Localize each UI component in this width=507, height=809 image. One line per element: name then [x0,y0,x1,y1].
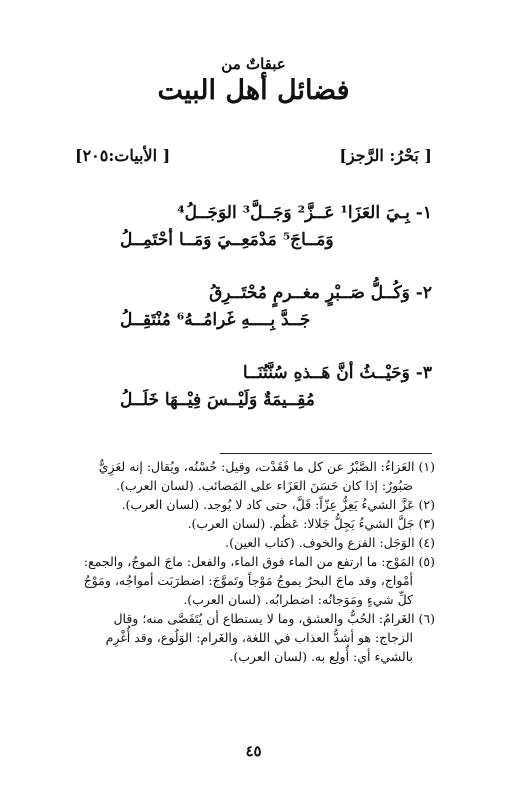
footnote-continuation: صَبُورٌ: إذا كان حَسَنَ العَزَاء على المَصائب. (لسان العرب). [116,478,413,493]
verse-first-hemistich: ٢- وَكُــلُّ صَــبْرٍ مغــرمٍ مُحْتَــرِقُ [209,283,432,303]
footnote [72,533,435,552]
footnote-continuation: بالشيء أي: أُولِع به. (لسان العرب). [229,649,413,664]
footnote-continuation: أمْواج، وقد ماجَ البحرُ يموجُ مَوْجاً وتَموَّجَ: اضطرَبَت أمواجُه، ومَوْجُ [83,573,413,588]
footnote-text: (٥) المَوْج: ما ارتفع من الماء فوق الماء، والفعل: ماجَ الموجُ، والجمع: [83,554,435,569]
footnote-separator [220,453,432,454]
footnotes [72,457,435,666]
page-header-ornament [0,55,507,125]
verse [120,193,432,273]
poem-verse-count: [ الأبيات:٢٠٥] [75,146,171,165]
footnote-text: (٢) عَزَّ الشيءُ يَعِزُّ عِزّاً: قَلَّ، حتى كاد لا يُوجد. (لسان العرب). [121,497,435,512]
poem-meta [75,146,432,172]
header-line-1: عبقاتٌ من [221,55,286,73]
footnote [72,457,435,495]
footnote-continuation: الزجاج: هو أشدُّ العذاب في اللغة، والغَرام: الوَلُوع، وقد أُغْرِم [105,630,413,645]
footnote-continuation: كلِّ شيءٍ ومَوَجانُه: اضطرابُه. (لسان العرب). [183,592,413,607]
poem-verses [120,193,432,433]
poem-meter: [ بَحْرُ: الرَّجز] [339,146,432,165]
footnote-text: (٣) جَلَّ الشيءُ يَجِلُّ جَلالا: عَظُم. (لسان العرب). [187,516,435,531]
footnote [72,495,435,514]
footnote-text: (١) العَزاءُ: الصَّبْرُ عن كل ما فَقَدْت، وقيل: حُسْنُه، ويُقال: إنه لعَزِيٌّ [98,459,435,474]
verse-first-hemistich: ١- بِـيَ العَزَا¹ عَــزَّ² وَجَــلَّ³ الوَجَــلُ⁴ [177,203,432,223]
verse-second-hemistich: وَمَــاجَ⁵ مَدْمَعِــيَ وَمَــا أحْتَمِــلُ [120,230,334,250]
verse-first-hemistich: ٣- وَحَيْــثُ أنَّ هَــذهِ سُنَّتُنَــا [242,363,432,383]
page-number: ٤٥ [245,742,262,760]
verse-second-hemistich: جَــدَّ بِــــهِ غَرامُــهُ⁶ مُنْتَقِــلُ [120,310,311,330]
footnote [72,609,435,666]
footnote-text: (٦) الغَرامُ: الحُبُّ والعشق، وما لا يستطاع أن يُتَفَصَّى منه؛ وقال [113,611,435,626]
footnote-text: (٤) الوَجَل: الفزع والخوف. (كتاب العين). [225,535,435,550]
verse-second-hemistich: مُقِــيمَةٌ وَلَيْــسَ فِيْــهَا خَلَــلُ [120,390,315,410]
verse [120,273,432,353]
header-line-2: فضائل أهل البيت [157,75,350,106]
verse [120,353,432,433]
footnote [72,552,435,609]
footnote [72,514,435,533]
